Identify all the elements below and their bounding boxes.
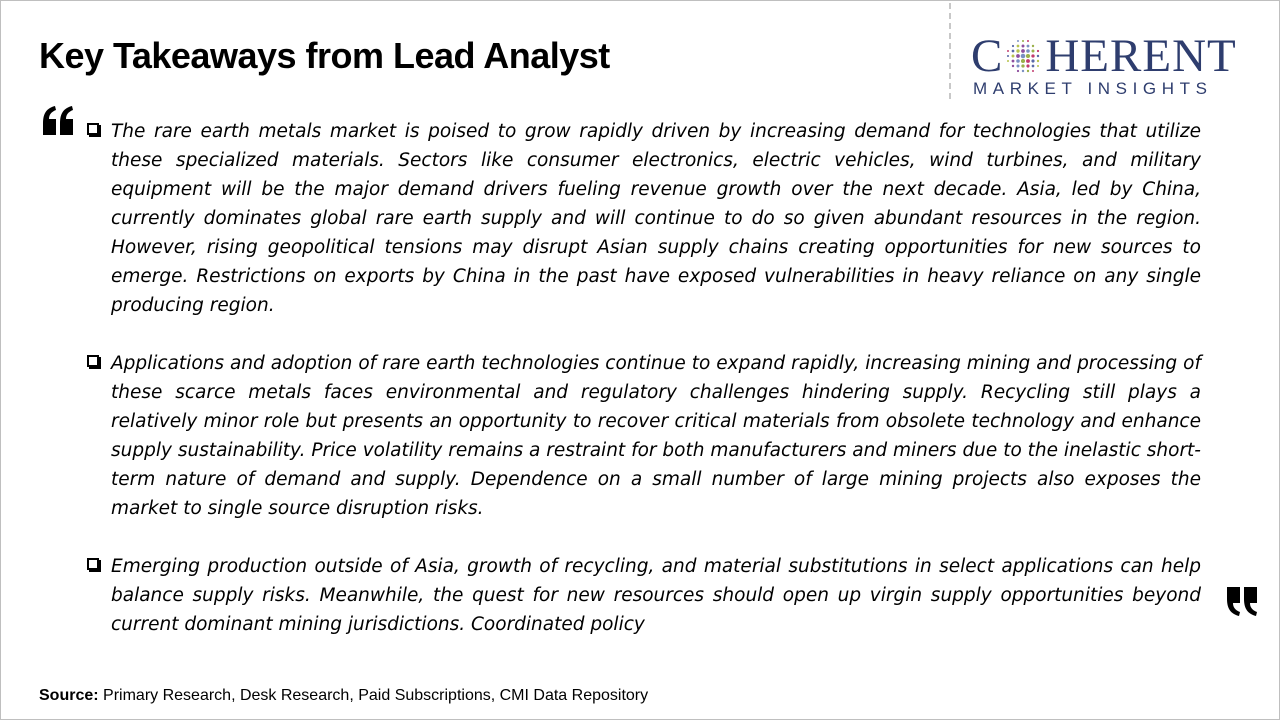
globe-dot [1037, 59, 1039, 61]
globe-dot [1017, 64, 1020, 67]
globe-dot [1012, 44, 1014, 46]
globe-dot [1021, 49, 1025, 53]
source-note [39, 687, 648, 705]
globe-dot [1037, 54, 1039, 56]
globe-dot [1007, 50, 1009, 52]
globe-dot [1022, 69, 1024, 71]
globe-dot [1022, 44, 1025, 47]
globe-dot [1027, 49, 1031, 53]
checkbox-bullet-icon [87, 558, 99, 570]
globe-dot [1012, 49, 1015, 52]
globe-dot [1037, 49, 1039, 51]
globe-dot [1017, 40, 1019, 42]
company-logo [949, 3, 1279, 99]
logo-tagline: MARKET INSIGHTS [973, 79, 1213, 98]
globe-dot [1012, 64, 1014, 66]
globe-dot [1026, 59, 1030, 63]
globe-dot [1027, 44, 1030, 47]
source-text: Primary Research, Desk Research, Paid Subscriptions, CMI Data Repository [103, 687, 649, 704]
list-item [87, 349, 1201, 523]
globe-dot [1022, 64, 1025, 67]
takeaway-text: The rare earth metals market is poised to grow rapidly driven by increasing demand for technologies that utilize these specialized materials. Sectors like consumer electronics, electric vehicles, wind turbines, and military equipment will be the major demand drivers fueling revenue growth over the next decade. Asia, led by China, currently dominates global rare earth supply and will continue to do so given abundant resources in the region. However, rising geopolitical tensions may disrupt Asian supply chains creating opportunities for new sources to emerge. Restrictions on exports by China in the past have exposed vulnerabilities in heavy reliance on any single producing region. [111, 121, 1201, 316]
globe-dot [1007, 59, 1009, 61]
globe-dot [1021, 53, 1026, 58]
dotted-globe-icon [1004, 37, 1044, 77]
globe-dot [1037, 64, 1039, 66]
globe-dot [1017, 44, 1020, 47]
list-item [87, 117, 1201, 320]
globe-dot [1012, 59, 1015, 62]
globe-dot [1027, 39, 1029, 41]
logo-letter-c: C [971, 30, 1004, 82]
globe-dot [1032, 64, 1035, 67]
open-quote-icon [41, 105, 75, 137]
globe-dot [1022, 39, 1024, 41]
list-item [87, 552, 1201, 639]
globe-dot [1027, 69, 1029, 71]
globe-dot [1012, 54, 1015, 57]
globe-dot [1032, 54, 1035, 57]
logo-letters-herent: HERENT [1045, 30, 1237, 82]
checkbox-bullet-icon [87, 355, 99, 367]
globe-dot [1032, 49, 1035, 52]
takeaway-text: Emerging production outside of Asia, growth of recycling, and material substitutions in select applications can help balance supply risks. Meanwhile, the quest for new resources should open up virgin supply opportunities beyond current dominant mining jurisdictions. Coordinated policy [111, 556, 1201, 635]
takeaway-list [87, 117, 1201, 668]
globe-dot [1021, 58, 1025, 62]
globe-dot [1007, 54, 1009, 56]
globe-dot [1016, 54, 1020, 58]
globe-dot [1032, 44, 1034, 46]
logo-wordmark [971, 30, 1237, 82]
globe-dot [1026, 53, 1030, 57]
source-label: Source: [39, 687, 99, 704]
globe-dot [1017, 49, 1020, 52]
takeaway-text: Applications and adoption of rare earth technologies continue to expand rapidly, increasing mining and processing of these scarce metals faces environmental and regulatory challenges hindering supply. Recycling still plays a relatively minor role but presents an opportunity to recover critical materials from obsolete technology and enhance supply sustainability. Price volatility remains a restraint for both manufacturers and miners due to the inelastic short-term nature of demand and supply. Dependence on a small number of large mining projects also exposes the market to single source disruption risks. [111, 353, 1201, 519]
checkbox-bullet-icon [87, 123, 99, 135]
page-title: Key Takeaways from Lead Analyst [39, 35, 610, 76]
globe-dot [1032, 69, 1034, 71]
globe-dot [1027, 64, 1030, 67]
globe-dot [1032, 59, 1035, 62]
globe-dot [1017, 69, 1019, 71]
globe-dot [1017, 59, 1021, 63]
close-quote-icon [1225, 585, 1259, 617]
